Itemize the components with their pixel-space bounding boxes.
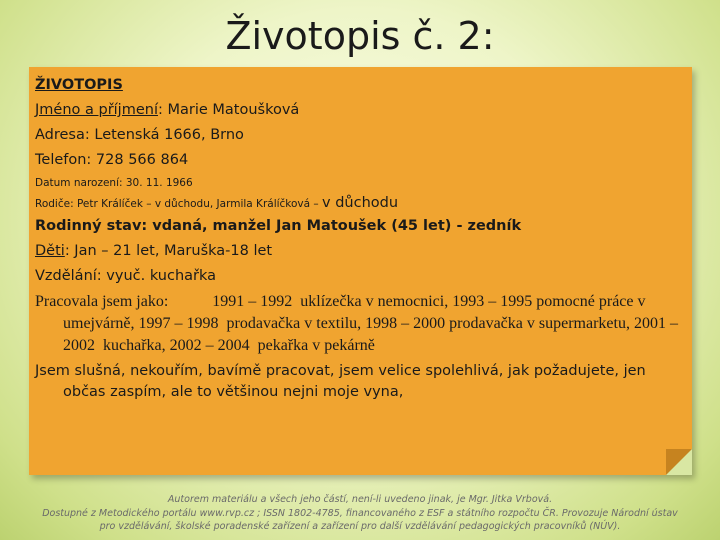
cv-name-label: Jméno a příjmení [35, 102, 158, 118]
cv-children-label: Děti [35, 243, 65, 259]
cv-about: Jsem slušná, nekouřím, bavímě pracovat, jsem velice spolehlivá, jak požadujete, jen občas zaspím, ale to většinou nejni moje vyna, [35, 363, 646, 400]
cv-parents-small: Rodiče: Petr Králíček – v důchodu, Jarmila Králíčková – [35, 198, 319, 210]
footer-line-1: Autorem materiálu a všech jeho částí, není-li uvedeno jinak, je Mgr. Jitka Vrbová. [167, 494, 553, 505]
cv-content [35, 75, 685, 407]
footer-line-3: pro vzdělávání, školské poradenské zařízení a zařízení pro další vzdělávání pedagogických pracovníků (NÚV). [99, 521, 621, 532]
cv-children [35, 241, 685, 262]
footer-line-2: Dostupné z Metodického portálu www.rvp.cz ; ISSN 1802-4785, financovaného z ESF a státního rozpočtu ČR. Provozuje Národní ústav [42, 507, 678, 519]
cv-parents [35, 195, 685, 212]
cv-name-value: : Marie Matoušková [157, 102, 300, 118]
cv-phone: Telefon: 728 566 864 [35, 152, 189, 168]
slide-title: Životopis č. 2: [225, 14, 495, 58]
note-folded-corner [666, 449, 692, 475]
cv-children-value: : Jan – 21 let, Maruška-18 let [64, 243, 273, 259]
cv-address: Adresa: Letenská 1666, Brno [35, 127, 244, 143]
cv-marital: Rodinný stav: vdaná, manžel Jan Matoušek (45 let) - zedník [35, 218, 522, 234]
cv-parents-tail: v důchodu [322, 195, 399, 211]
cv-education: Vzdělání: vyuč. kuchařka [35, 268, 217, 284]
footer [0, 493, 720, 534]
sticky-note [29, 67, 692, 475]
cv-name [35, 100, 685, 121]
cv-work: Pracovala jsem jako: 1991 – 1992 uklízečka v nemocnici, 1993 – 1995 pomocné práce v umejvárně, 1997 – 1998 prodavačka v textilu, 1998 – 2000 prodavačka v supermarketu, 2001 – 2002 kuchařka, 2002 – 2004 pekařka v pekárně [35, 293, 682, 354]
cv-birth: Datum narození: 30. 11. 1966 [35, 177, 193, 189]
cv-heading: ŽIVOTOPIS [35, 77, 123, 93]
